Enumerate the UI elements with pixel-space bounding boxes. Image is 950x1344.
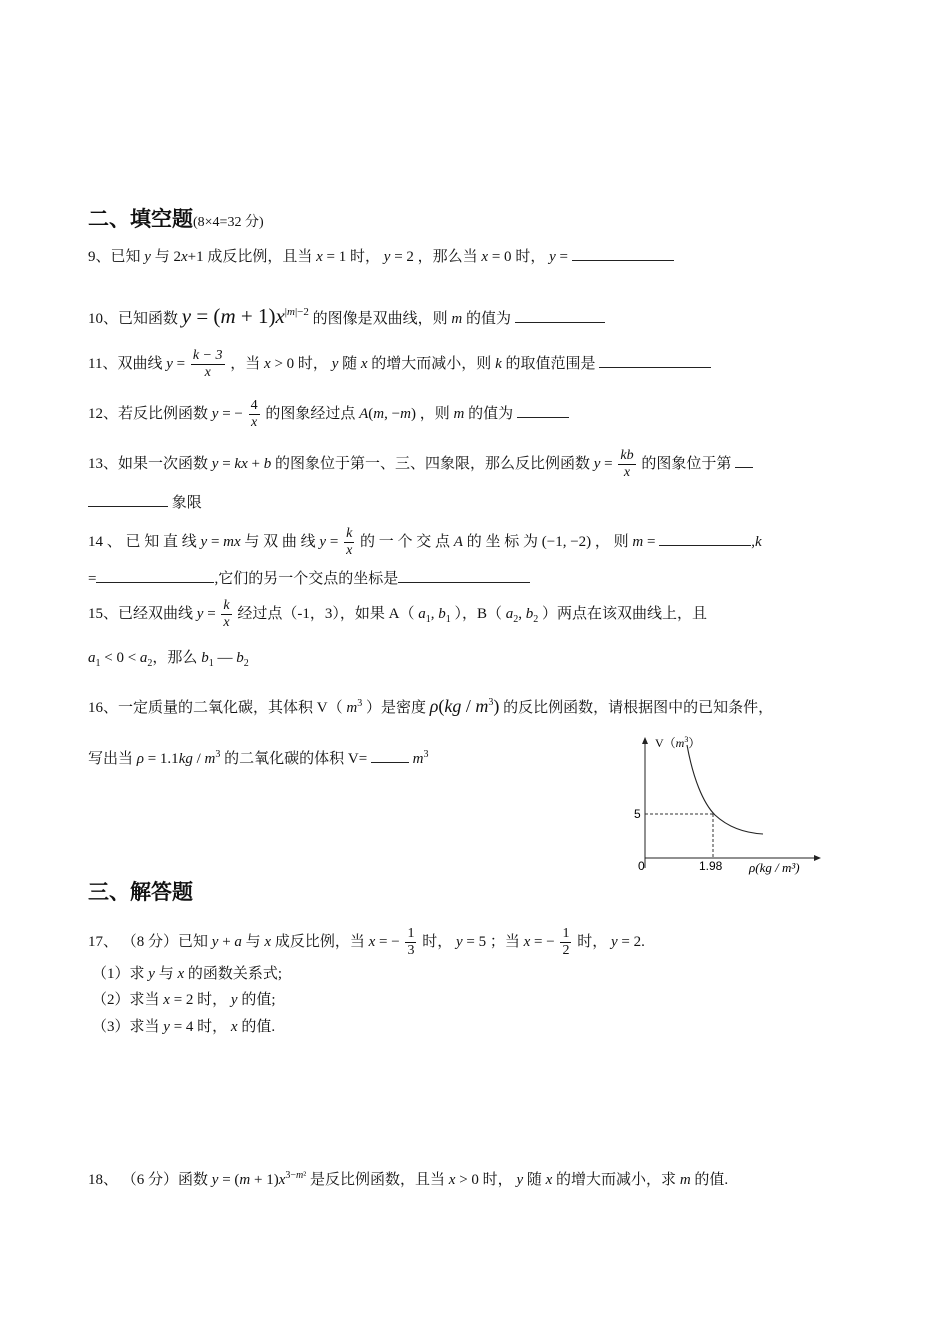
q12-text: 的图象经过点 [265, 405, 356, 422]
math: x [360, 355, 368, 372]
fraction: $\frac{1}{3}$ [407, 926, 415, 958]
part-text: 时， [197, 992, 228, 1008]
y-axis-arrow [642, 737, 648, 744]
q9-text: 时， [515, 249, 546, 265]
q17-text: 成反比例，当 [274, 933, 365, 950]
q15-text: 15、已经双曲线 [88, 605, 194, 622]
fraction: $\frac{1}{2}$ [562, 926, 570, 958]
q15-text: ，那么 [152, 650, 198, 666]
q13-text: 13、如果一次函数 [88, 455, 209, 472]
q18-text: 是反比例函数，且当 [310, 1172, 446, 1188]
y-axis-label: $V(m^3)$ [655, 735, 701, 750]
q17-text: 时， [577, 933, 608, 950]
q18-text: 时， [482, 1172, 513, 1188]
math: m [679, 1172, 691, 1188]
math: $y = (m + 1)x^{3-m^2}$ [211, 1170, 307, 1188]
q14-text: ， 则 [594, 533, 629, 550]
q16-text: 的反比例函数，请根据图中的已知条件， [503, 700, 774, 716]
q9-text: 成反比例，且当 [207, 249, 313, 265]
q9-text: = [559, 249, 568, 265]
q13-text: 象限 [171, 495, 202, 511]
origin-label: 0 [638, 859, 645, 873]
q10-text: 的值为 [465, 311, 511, 327]
math: y = kx + b [211, 455, 272, 472]
math: A [453, 533, 463, 550]
q14-text: 的 坐 标 为 [466, 533, 538, 550]
x-tick-label: 1.98 [699, 859, 723, 873]
answer-blank[interactable] [96, 568, 214, 583]
q15-text: ）两点在该双曲线上，且 [541, 605, 707, 622]
part-text: 时， [197, 1019, 228, 1035]
math: $y = (m + 1)x^{|m|-2}$ [181, 304, 309, 328]
question-13: 13、如果一次函数 y = kx + b 的图象位于第一、三、四象限，那么反比例函数 y = $\frac{kb}{x}$ 的图象位于第 [88, 448, 753, 481]
question-16: 16、一定质量的二氧化碳，其体积 V（ $m^3$ ）是密度 $\rho(kg / m^3)$ 的反比例函数，请根据图中的已知条件， [88, 696, 774, 716]
answer-blank[interactable] [517, 403, 569, 418]
question-15: 15、已经双曲线 y = $\frac{k}{x}$ 经过点（-1，3），如果 A（ $a_1$, $b_1$ ），B（ $a_2$, $b_2$ ）两点在该双曲线上，且 [88, 598, 707, 630]
math: y [319, 533, 327, 550]
math: x [523, 933, 531, 950]
math: x [316, 249, 323, 265]
q14-text: = [647, 533, 656, 550]
math: $b_1$ [201, 650, 214, 669]
y-tick-label: 5 [634, 807, 641, 821]
question-18: 18、 （6 分）函数 $y = (m + 1)x^{3-m^2}$ 是反比例函数，且当 x > 0 时， y 随 x 的增大而减小，求 m 的值. [88, 1170, 729, 1188]
fraction: $\frac{kb}{x}$ [620, 448, 634, 480]
math: k [754, 533, 762, 550]
math: y + a [211, 933, 242, 950]
answer-blank[interactable] [515, 308, 605, 323]
math: m [412, 751, 424, 767]
q17-text: 17、 （8 分）已知 [88, 933, 209, 950]
math: y [549, 249, 556, 265]
math: A(m, −m) [359, 405, 416, 422]
q9-text: ，那么当 [417, 249, 478, 265]
math: y [166, 355, 173, 372]
math: y [516, 1172, 524, 1188]
answer-blank[interactable] [599, 353, 711, 368]
math: $\rho = 1.1kg / m^3$ [136, 749, 221, 767]
question-11: 11、双曲线 y = $\frac{k - 3}{x}$ ，当 x > 0 时， y 随 x 的增大而减小，则 k 的取值范围是 [88, 348, 711, 381]
math: m [451, 311, 463, 327]
q11-text: 11、双曲线 [88, 355, 163, 372]
math: x [230, 1019, 238, 1035]
math: x [545, 1172, 553, 1188]
q14-text: = [88, 571, 97, 587]
question-14-cont [88, 568, 530, 589]
question-10 [88, 302, 605, 329]
math: k [495, 355, 502, 372]
q14-text: 14 、 已 知 直 线 [88, 533, 197, 550]
math: $a_2$, $b_2$ [505, 605, 539, 625]
x-axis-arrow [814, 855, 821, 861]
answer-blank[interactable] [572, 246, 674, 261]
math: $b_2$ [236, 650, 249, 669]
q14-text: 的 一 个 交 点 [360, 533, 451, 550]
math: y [455, 933, 463, 950]
q11-text: 的增大而减小，则 [371, 355, 492, 372]
question-17: 17、 （8 分）已知 y + a 与 x 成反比例，当 x = − $\frac{1}{3}$ 时， y = 5 ；当 x = − $\frac{1}{2}$ 时， y = 2. [88, 926, 645, 958]
q16-text: 16、一定质量的二氧化碳，其体积 V（ [88, 700, 343, 716]
part-text: 的值. [241, 1019, 276, 1035]
inverse-curve [687, 745, 763, 834]
question-14: 14 、 已 知 直 线 y = mx 与 双 曲 线 y = $\frac{k}{x}$ 的 一 个 交 点 A 的 坐 标 为 (−1, −2) ， 则 m = ,k [88, 526, 762, 558]
answer-blank[interactable] [659, 531, 751, 546]
math: x [264, 933, 272, 950]
q17-text: 与 [245, 933, 261, 950]
math: y [148, 966, 155, 982]
math: m [346, 700, 358, 716]
q15-text: 经过点（-1，3），如果 A（ [237, 605, 415, 622]
q18-text: 的值. [694, 1172, 729, 1188]
q13-text: 的图象位于第 [641, 455, 732, 472]
question-12: 12、若反比例函数 y = − $\frac{4}{x}$ 的图象经过点 A(m, −m) ，则 m 的值为 [88, 398, 569, 431]
q14-text: 与 双 曲 线 [244, 533, 316, 550]
part-label: （2）求当 [92, 992, 160, 1008]
math: x [177, 966, 185, 982]
q9-text: 时， [350, 249, 381, 265]
math: y [331, 355, 339, 372]
q10-text: 的图像是双曲线，则 [312, 311, 448, 327]
q16-text: 写出当 [88, 751, 134, 767]
q17-text: 时， [422, 933, 453, 950]
math: y [211, 405, 219, 422]
math: x [264, 355, 271, 372]
q17-part-1 [92, 962, 282, 983]
x-axis-label: ρ(kg / m³) [749, 860, 800, 875]
math: y [196, 605, 204, 622]
fraction: $\frac{k}{x}$ [346, 526, 353, 558]
q15-text: ），B（ [454, 605, 502, 622]
math: m [632, 533, 644, 550]
question-15-cont [88, 648, 249, 674]
math: 2x+1 [173, 249, 204, 265]
math: y [230, 992, 238, 1008]
answer-blank[interactable] [735, 453, 753, 468]
q12-text: 12、若反比例函数 [88, 405, 209, 422]
math: $a_1$, $b_1$ [418, 605, 451, 625]
q18-text: 随 [526, 1172, 542, 1188]
section-heading-answers [88, 876, 193, 906]
q11-text: 随 [342, 355, 358, 372]
answer-blank[interactable] [398, 568, 530, 583]
fraction: $\frac{4}{x}$ [250, 398, 258, 430]
question-13-cont [88, 492, 202, 513]
answer-blank[interactable] [371, 748, 409, 763]
math: y [610, 933, 618, 950]
q12-text: 的值为 [468, 405, 514, 422]
math: x [448, 1172, 456, 1188]
q15-blank-dash[interactable]: — [217, 650, 233, 666]
math: $\rho(kg / m^3)$ [429, 696, 500, 716]
q14-text: , [751, 533, 755, 550]
q18-text: 18、 （6 分）函数 [88, 1172, 209, 1188]
math: y = mx [200, 533, 241, 550]
part-label: （3）求当 [92, 1019, 160, 1035]
section-title: 三、解答题 [88, 880, 193, 904]
section-title: 二、填空题 [88, 207, 193, 231]
part-text: 的值; [241, 992, 276, 1008]
math: x [481, 249, 489, 265]
q18-text: 的增大而减小，求 [556, 1172, 677, 1188]
q13-text: 的图象位于第一、三、四象限，那么反比例函数 [274, 455, 590, 472]
math: y [144, 249, 151, 265]
math: y [383, 249, 391, 265]
question-16-cont: 写出当 $\rho = 1.1kg / m^3$ 的二氧化碳的体积 $V= m^3$ [88, 749, 429, 767]
part-label: （1）求 [92, 966, 145, 982]
answer-blank[interactable] [88, 492, 168, 507]
q16-text: 的二氧化碳的体积 V= [224, 751, 368, 767]
math: x [163, 992, 170, 1008]
math: $a_1 < 0 < a_2$ [88, 650, 153, 669]
math: m [453, 405, 465, 422]
q17-text: ；当 [489, 933, 520, 950]
section-heading-fill-in [88, 203, 264, 233]
q14-text: ,它们的另一个交点的坐标是 [214, 571, 399, 587]
q9-text: 9、已知 [88, 249, 141, 265]
q16-text: ）是密度 [365, 700, 426, 716]
math: y [163, 1019, 170, 1035]
math: x [368, 933, 376, 950]
q17-text: . [641, 933, 645, 950]
section-points: (8×4=32 分) [193, 215, 264, 230]
q17-part-2: （2）求当 x = 2 时， y 的值; [92, 992, 276, 1008]
math: y [593, 455, 601, 472]
q17-part-3: （3）求当 y = 4 时， x 的值. [92, 1019, 276, 1035]
q12-text: ，则 [419, 405, 450, 422]
fraction: $\frac{k}{x}$ [223, 598, 230, 630]
density-volume-graph [625, 733, 835, 878]
part-text: 的函数关系式; [187, 966, 283, 982]
question-9: 9、已知 y 与 2x+1 成反比例，且当 x = 1 时， y = 2 ，那么当 x = 0 时， y = [88, 246, 674, 267]
q11-text: 的取值范围是 [505, 355, 596, 372]
fraction: $\frac{k - 3}{x}$ [192, 348, 223, 380]
q11-text: 时， [297, 355, 328, 372]
q11-text: ，当 [230, 355, 261, 372]
q10-text: 10、已知函数 [88, 311, 179, 327]
part-text: 与 [158, 966, 174, 982]
q9-text: 与 [154, 249, 170, 265]
math: (−1, −2) [541, 533, 592, 550]
